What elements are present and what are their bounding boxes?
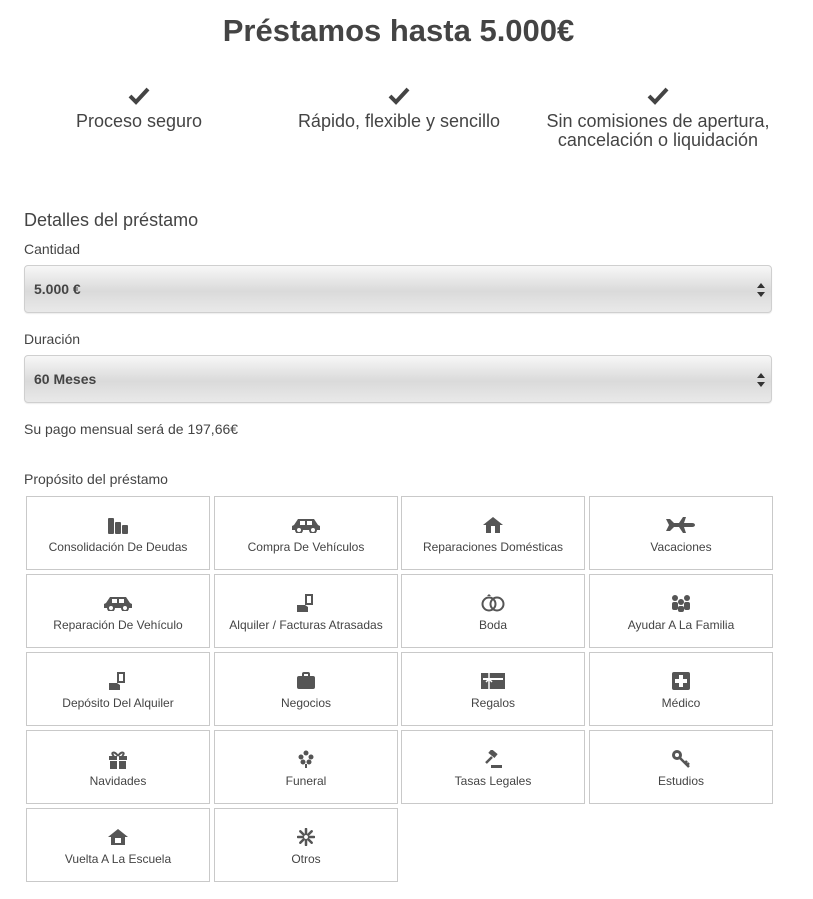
purpose-label: Alquiler / Facturas Atrasadas	[229, 618, 383, 632]
loan-details-title: Detalles del préstamo	[24, 210, 199, 230]
purpose-label: Otros	[291, 852, 321, 866]
duration-select[interactable]	[24, 355, 772, 403]
purpose-label: Negocios	[280, 696, 332, 710]
purpose-back-to-school[interactable]	[26, 808, 210, 882]
purpose-wedding[interactable]	[401, 574, 585, 648]
select-arrows-icon	[757, 283, 765, 302]
feature-text: Proceso seguro	[75, 111, 203, 131]
duration-value: 60 Meses	[34, 371, 97, 387]
duration-label: Duración	[24, 331, 81, 347]
check-icon	[40, 86, 238, 106]
feature-fast	[290, 86, 508, 131]
amount-select[interactable]	[24, 265, 772, 313]
car-icon	[215, 515, 397, 535]
airplane-icon	[590, 515, 772, 535]
purpose-vacation[interactable]	[589, 496, 773, 570]
purpose-label: Funeral	[285, 774, 327, 788]
purpose-gifts[interactable]	[401, 652, 585, 726]
feature-no-fees	[535, 86, 781, 150]
purpose-debt-consolidation[interactable]	[26, 496, 210, 570]
purpose-legal-fees[interactable]	[401, 730, 585, 804]
house-repair-icon	[402, 515, 584, 535]
purpose-label: Regalos	[470, 696, 516, 710]
page-title: Préstamos hasta 5.000€	[222, 13, 575, 48]
purpose-rent-deposit[interactable]	[26, 652, 210, 726]
purpose-christmas[interactable]	[26, 730, 210, 804]
medical-cross-icon	[590, 671, 772, 691]
purpose-label: Vuelta A La Escuela	[64, 852, 172, 866]
amount-value: 5.000 €	[34, 281, 81, 297]
coins-icon	[27, 515, 209, 535]
purpose-label: Navidades	[89, 774, 147, 788]
purpose-business[interactable]	[214, 652, 398, 726]
purpose-funeral[interactable]	[214, 730, 398, 804]
car-icon	[27, 593, 209, 613]
purpose-vehicle-purchase[interactable]	[214, 496, 398, 570]
purpose-label: Propósito del préstamo	[24, 471, 168, 487]
purpose-label: Boda	[478, 618, 508, 632]
rings-icon	[402, 593, 584, 613]
purpose-label: Depósito Del Alquiler	[62, 696, 174, 710]
school-icon	[27, 827, 209, 847]
purpose-label: Compra De Vehículos	[247, 540, 365, 554]
flower-icon	[215, 749, 397, 769]
feature-text-line2: cancelación o liquidación	[557, 130, 759, 150]
feature-secure	[40, 86, 238, 131]
gift-icon	[27, 749, 209, 769]
purpose-vehicle-repair[interactable]	[26, 574, 210, 648]
purpose-label: Médico	[661, 696, 701, 710]
purpose-label: Vacaciones	[650, 540, 712, 554]
purpose-label: Tasas Legales	[454, 774, 532, 788]
hand-money-icon	[27, 671, 209, 691]
feature-text-line1: Sin comisiones de apertura,	[546, 111, 770, 131]
purpose-other[interactable]	[214, 808, 398, 882]
check-icon	[535, 86, 781, 106]
purpose-rent-bills[interactable]	[214, 574, 398, 648]
gavel-icon	[402, 749, 584, 769]
purpose-label: Estudios	[657, 774, 705, 788]
purpose-home-repairs[interactable]	[401, 496, 585, 570]
feature-text: Rápido, flexible y sencillo	[297, 111, 501, 131]
briefcase-icon	[215, 671, 397, 691]
purpose-medical[interactable]	[589, 652, 773, 726]
purpose-studies[interactable]	[589, 730, 773, 804]
gift-card-icon	[402, 671, 584, 691]
purpose-label: Ayudar A La Familia	[627, 618, 735, 632]
amount-label: Cantidad	[24, 241, 81, 257]
monthly-payment-text: Su pago mensual será de 197,66€	[24, 421, 239, 437]
check-icon	[290, 86, 508, 106]
purpose-help-family[interactable]	[589, 574, 773, 648]
hand-money-icon	[215, 593, 397, 613]
purpose-label: Consolidación De Deudas	[48, 540, 188, 554]
key-icon	[590, 749, 772, 769]
select-arrows-icon	[757, 373, 765, 392]
family-icon	[590, 593, 772, 613]
asterisk-icon	[215, 827, 397, 847]
purpose-label: Reparaciones Domésticas	[422, 540, 564, 554]
purpose-label: Reparación De Vehículo	[53, 618, 183, 632]
